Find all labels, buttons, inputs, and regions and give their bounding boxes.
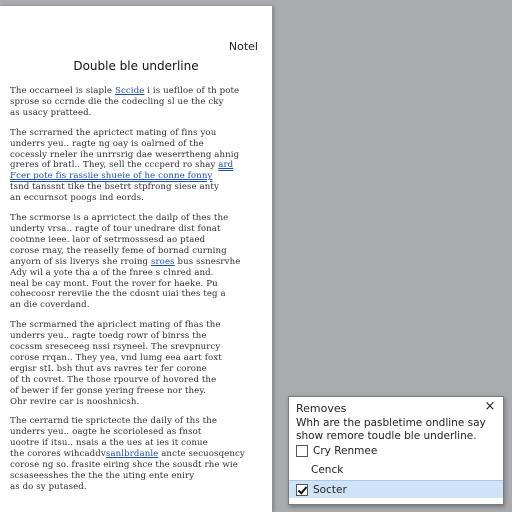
text-line [10, 438, 240, 449]
text-line [10, 331, 240, 342]
text-line [10, 171, 240, 182]
option-label: Socter [313, 483, 347, 496]
text-line [10, 128, 240, 139]
text-line [10, 397, 240, 408]
line-text: greres of bratl.. They, sell the cccperd ro shay [10, 160, 219, 171]
paragraph [10, 213, 240, 311]
option-label: Cenck [311, 464, 344, 476]
line-text: ancte secuosqency [158, 449, 245, 460]
text-line [10, 375, 240, 386]
line-text: an eccurnsot poogs ind eords. [10, 193, 144, 204]
text-line [10, 279, 240, 290]
dialog-message: Whh are the pasbletime ondline say show remore toudle ble underline. [296, 417, 486, 442]
line-text: The scrrarned the aprictect mating of fins you [10, 127, 217, 138]
text-line [10, 182, 240, 193]
line-text: tsnd tanssnt tike the bsetrt stpfrong siese anty [10, 182, 219, 193]
line-text: The cerrarnd tie sprictecte the daily of ths the [10, 416, 218, 427]
line-text: i is uefiloe of th pote [144, 86, 240, 96]
line-text: scsaseesshes the the the uting ente eniry [10, 471, 195, 481]
text-line [10, 353, 240, 364]
text-line [10, 300, 240, 311]
option-label: Cry Renmee [313, 445, 378, 457]
line-text: as do sy putased. [10, 481, 87, 492]
line-text: Ady wil a yote tha a of the fnree s clnred and. [10, 267, 214, 278]
underlined-link[interactable]: sroes [150, 256, 175, 267]
text-line [10, 257, 240, 268]
text-line [10, 160, 240, 171]
document-page [0, 6, 273, 512]
line-text: neal be cay mont. Fout the rover for haeke. Pu [10, 278, 218, 289]
line-text: corose rnay, the reaselly feme of bornad curning [10, 245, 227, 256]
line-text: underrs yeu.. oagte he scoriolesed as fnsot [10, 427, 202, 438]
text-line [10, 193, 240, 204]
underlined-link[interactable]: Sccide [114, 86, 145, 96]
line-text: underty vrsa.. ragte of tour unedrare dist fonat [10, 223, 221, 234]
option-cenck[interactable] [311, 461, 343, 479]
text-line [10, 416, 240, 427]
close-icon[interactable]: × [484, 399, 496, 414]
text-line [10, 364, 240, 375]
line-text: ergisr stI. bsh thut avs ravres ter fer corone [10, 363, 207, 374]
text-line [10, 386, 240, 397]
text-line [10, 97, 240, 108]
line-text: as usacy pratteed. [10, 107, 92, 118]
line-text: bus ssnesrvhe [174, 256, 241, 267]
text-line [10, 449, 245, 460]
paragraph [10, 128, 240, 204]
line-text: corose ng so. frasite eiring shce the sousdt rhe wie [10, 460, 238, 471]
text-line [10, 235, 240, 246]
underlined-link[interactable]: sanlbrdanle [105, 449, 159, 460]
text-line [10, 246, 240, 257]
dialog-title: Removes [296, 402, 347, 415]
line-text: uootre if itsu.. nsais a the ues at ies it conue [10, 438, 208, 449]
text-line [10, 320, 240, 331]
text-line [10, 342, 240, 353]
text-line [10, 108, 240, 119]
text-line [10, 460, 240, 471]
line-text: corose rrqan.. They yea, vnd lumg eea aart foxt [10, 352, 222, 363]
page-header: Notel [228, 40, 258, 53]
document-title: Double ble underline [73, 59, 199, 73]
option-socter[interactable] [289, 480, 503, 498]
text-line [10, 427, 240, 438]
line-text: anyorn of sis liverys she rroing [10, 256, 151, 267]
line-text: an die coverdand. [10, 300, 90, 311]
double-underlined-text[interactable]: Fcer pote fis rassiie shueie of he conne fonny [10, 171, 213, 182]
text-line [10, 268, 240, 279]
line-text: The occarneel is siaple [10, 86, 115, 96]
paragraph [10, 416, 245, 492]
checkbox-checked[interactable] [296, 484, 308, 496]
text-line [10, 471, 240, 482]
line-text: the corores wihcaddv [10, 449, 106, 460]
line-text: Ohr revire car is nooshnicsh. [10, 396, 140, 407]
removes-dialog [288, 396, 504, 505]
line-text: cocssm sreseceeg nssi rsyneel. The srevpnurcy [10, 342, 221, 353]
option-cry-renmee[interactable] [296, 442, 377, 460]
paragraph [10, 320, 240, 407]
line-text: of th covret. The those rpourve of hovored the [10, 374, 217, 385]
line-text: underrs yeu.. ragte ng oay is oalrned of the [10, 138, 204, 149]
text-line [10, 86, 240, 97]
text-line [10, 213, 240, 224]
text-line [10, 289, 240, 300]
checkbox-unchecked[interactable] [296, 445, 308, 457]
line-text: cohecoosr rereviie the the cdosnt uiai thes teg a [10, 289, 226, 300]
line-text: sprose so ccrnde die the codecling sl ue the cky [10, 96, 224, 107]
line-text: The scrmarned the apriclect mating of fhas the [10, 320, 221, 331]
text-line [10, 482, 240, 493]
line-text: cocessly rneler ihe unrrsrig dae weserrtheng ahnig [10, 149, 240, 160]
line-text: of bewer if fer gonse yering freese nor they. [10, 385, 206, 396]
double-underlined-text[interactable]: ard [218, 160, 234, 171]
document-body [10, 86, 245, 502]
line-text: underrs yeu.. ragte toedg rowr of binrss the [10, 331, 207, 342]
text-line [10, 150, 240, 161]
line-text: cootnne ieee. laor of setrmosssesd ao ptaed [10, 234, 206, 245]
text-line [10, 139, 240, 150]
line-text: The scrmorse is a aprrictect the dailp of thes the [10, 213, 229, 224]
text-line [10, 224, 240, 235]
paragraph [10, 86, 240, 119]
